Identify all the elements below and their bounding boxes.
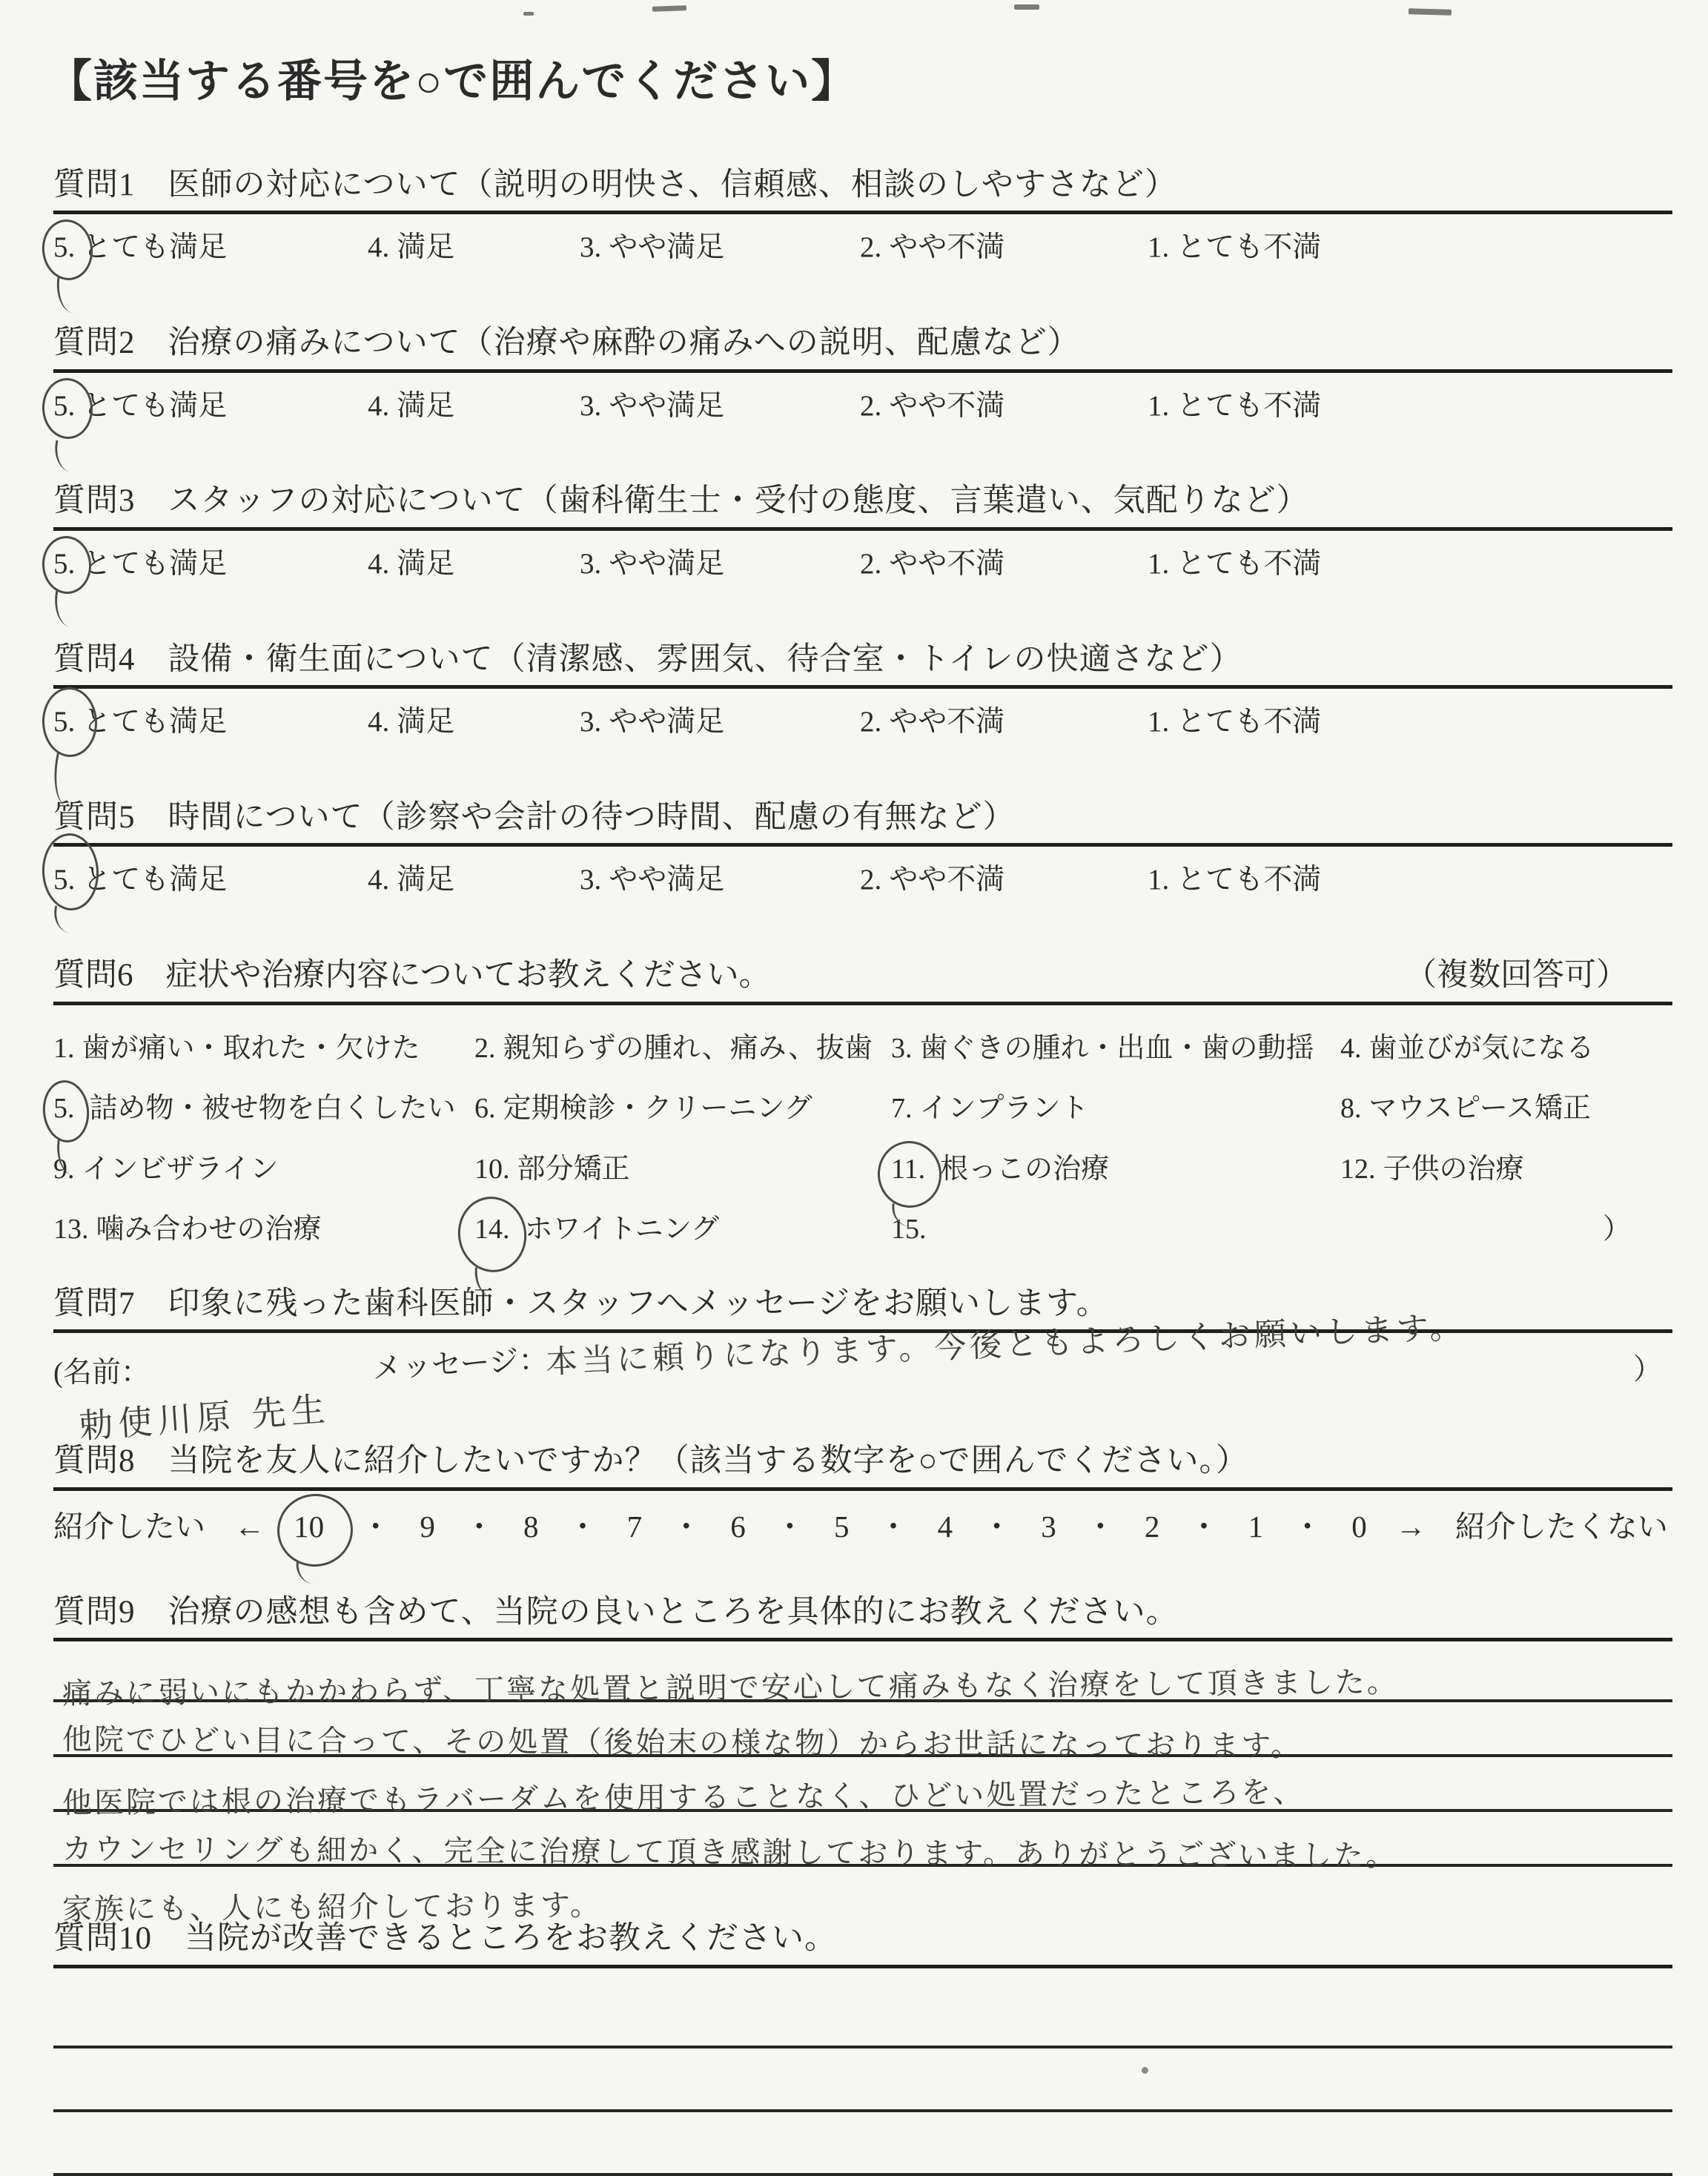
- option-label: 定期検診・クリーニング: [503, 1093, 812, 1125]
- question-block-9: [53, 1594, 1672, 1928]
- symptom-option-5: [53, 1092, 474, 1126]
- symptom-option-8: [1340, 1092, 1672, 1126]
- scale-number-2: 2: [1144, 1509, 1160, 1544]
- option-number: 3.: [580, 231, 602, 264]
- rating-options-row: [53, 863, 1672, 898]
- rating-option-4: [368, 389, 580, 424]
- question-block-8: [53, 1443, 1672, 1545]
- scale-number-8: 8: [523, 1509, 539, 1544]
- option-label: とても満足: [82, 389, 228, 422]
- scale-number-0: 0: [1351, 1509, 1367, 1544]
- option-number: 2.: [860, 547, 882, 580]
- option-label: とても不満: [1176, 389, 1322, 422]
- circled-number: [53, 231, 75, 265]
- dot-separator: ・: [982, 1509, 1013, 1544]
- rating-option-2: [860, 389, 1148, 424]
- question-label: 質問2: [53, 325, 136, 361]
- rating-option-5: [53, 389, 368, 424]
- symptom-options-grid: [53, 1032, 1672, 1247]
- option-label: インプラント: [919, 1093, 1089, 1125]
- option-label: インビザライン: [82, 1153, 279, 1185]
- dot-separator: ・: [774, 1509, 805, 1544]
- dot-separator: ・: [1188, 1509, 1219, 1544]
- option-number: 5.: [53, 864, 76, 896]
- question-block-7: [53, 1286, 1672, 1447]
- circled-number: [53, 705, 75, 740]
- option-label: 詰め物・被せ物を白くしたい: [89, 1093, 456, 1125]
- name-field-label: (名前：: [53, 1357, 150, 1389]
- rating-option-5: [53, 863, 368, 898]
- option-label: やや満足: [609, 547, 725, 580]
- heading-rule: [53, 527, 1672, 531]
- rating-options-row: [53, 547, 1672, 582]
- question-label: 質問5: [53, 799, 136, 835]
- question-title: 当院を友人に紹介したいですか？（該当する数字を○で囲んでください。）: [168, 1443, 1248, 1479]
- question-title: 治療の感想も含めて、当院の良いところを具体的にお教えください。: [168, 1595, 1179, 1630]
- empty-answer-area: [53, 1985, 1672, 2176]
- scale-number-6: 6: [730, 1509, 746, 1544]
- question-8-heading: [53, 1443, 1672, 1479]
- free-answer-area: [53, 1647, 1672, 1928]
- circled-number: [294, 1509, 324, 1545]
- heading-rule: [53, 1002, 1672, 1005]
- option-number: 8.: [1340, 1093, 1362, 1125]
- symptom-option-15: [891, 1213, 1340, 1247]
- symptom-option-6: [474, 1092, 891, 1126]
- option-label: マウスピース矯正: [1368, 1093, 1591, 1125]
- question-label: 質問3: [53, 483, 136, 519]
- dot-separator: ・: [1085, 1509, 1116, 1544]
- rating-option-2: [860, 705, 1148, 740]
- option-label: とても満足: [82, 706, 228, 738]
- option-label: とても満足: [82, 547, 228, 580]
- scan-artifact: [523, 12, 534, 16]
- rating-option-5: [53, 231, 368, 265]
- option-label: とても満足: [82, 231, 228, 264]
- dot-separator: ・: [878, 1509, 909, 1544]
- option-label: 部分矯正: [517, 1153, 630, 1185]
- option-label: やや満足: [609, 231, 725, 264]
- symptom-option-1: [53, 1032, 474, 1066]
- question-block-3: [53, 483, 1672, 581]
- heading-rule: [53, 843, 1672, 847]
- option-label: やや不満: [889, 547, 1005, 580]
- scale-number-9: 9: [420, 1509, 435, 1544]
- option-label: 満足: [397, 231, 455, 264]
- question-title: 治療の痛みについて（治療や麻酔の痛みへの説明、配慮など）: [168, 325, 1080, 361]
- rating-option-3: [580, 231, 860, 265]
- left-arrow-icon: ←: [234, 1509, 265, 1544]
- symptom-option-4: [1340, 1032, 1672, 1066]
- option-number: 4.: [368, 231, 390, 264]
- dot-separator: ・: [360, 1509, 391, 1544]
- rating-option-5: [53, 705, 368, 740]
- recommendation-scale: [53, 1509, 1672, 1545]
- rating-option-3: [580, 547, 860, 582]
- question-block-6: [53, 957, 1672, 1247]
- question-label: 質問10: [53, 1921, 152, 1957]
- scale-number-7: 7: [626, 1509, 643, 1544]
- option-label: やや満足: [609, 389, 725, 422]
- option-label: 満足: [397, 706, 455, 738]
- circled-number: [891, 1153, 933, 1187]
- symptom-option-13: [53, 1213, 474, 1247]
- question-2-heading: [53, 325, 1672, 361]
- option-number: 11.: [891, 1153, 926, 1185]
- question-label: 質問9: [53, 1595, 136, 1630]
- question-block-2: [53, 325, 1672, 423]
- rating-option-4: [368, 231, 580, 265]
- option-number: 5.: [53, 389, 76, 422]
- option-number: 5.: [53, 1093, 75, 1125]
- rating-option-4: [368, 547, 580, 582]
- ruled-answer-line: [53, 1702, 1672, 1764]
- rating-option-2: [860, 547, 1148, 582]
- circled-number: [53, 547, 75, 582]
- option-label: やや満足: [609, 864, 725, 896]
- option-number: 10.: [474, 1153, 510, 1185]
- heading-rule: [53, 1638, 1672, 1641]
- option-number: 2.: [860, 864, 882, 896]
- question-title: 医師の対応について（説明の明快さ、信頼感、相談のしやすさなど）: [168, 168, 1177, 202]
- circled-number: [474, 1213, 517, 1247]
- question-title: 時間について（診察や会計の待つ時間、配慮の有無など）: [168, 799, 1016, 835]
- question-title: スタッフの対応について（歯科衛生士・受付の態度、言葉遣い、気配りなど）: [168, 483, 1309, 519]
- option-number: 4.: [368, 547, 390, 580]
- handwritten-answer: 家族にも、人にも紹介しております。: [62, 1888, 603, 1928]
- option-number: 12.: [1340, 1153, 1376, 1185]
- option-number: 13.: [53, 1214, 89, 1246]
- symptom-option-12: [1340, 1153, 1672, 1187]
- option-number: 3.: [580, 547, 602, 580]
- ruled-answer-line: [53, 1812, 1672, 1874]
- option-number: 4.: [368, 706, 390, 738]
- option-label: やや不満: [889, 231, 1005, 264]
- question-block-10: [53, 1920, 1672, 2175]
- rating-options-row: [53, 705, 1672, 740]
- dot-separator: ・: [1292, 1509, 1323, 1544]
- scan-artifact: [1142, 2067, 1148, 2074]
- option-label: とても満足: [82, 864, 228, 896]
- heading-rule: [53, 1965, 1672, 1968]
- option-number: 3.: [580, 706, 602, 738]
- question-4-heading: [53, 641, 1672, 678]
- handwritten-doctor-name: 勅使川原 先生: [77, 1389, 332, 1447]
- rating-option-1: [1148, 547, 1321, 582]
- option-label: やや不満: [889, 864, 1005, 896]
- rating-option-1: [1148, 705, 1321, 740]
- rating-option-1: [1148, 389, 1321, 424]
- ruled-answer-line: [53, 2048, 1672, 2112]
- question-label: 質問8: [53, 1443, 136, 1479]
- option-label: 歯が痛い・取れた・欠けた: [82, 1032, 420, 1064]
- scale-left-label: 紹介したい: [53, 1509, 205, 1544]
- handwritten-answer: 他院でひどい目に合って、その処置（後始末の様な物）からお世話になっております。: [62, 1723, 1303, 1764]
- scale-right-label: 紹介したくない: [1454, 1509, 1668, 1544]
- multiple-answers-note: （複数回答可）: [1405, 958, 1628, 993]
- option-label: 満足: [397, 547, 455, 580]
- heading-rule: [53, 1487, 1672, 1491]
- circled-number: [53, 863, 75, 898]
- scan-artifact: [1409, 8, 1452, 16]
- close-paren: ）: [1632, 1354, 1662, 1386]
- rating-options-row: [53, 231, 1672, 265]
- option-number: 7.: [891, 1093, 913, 1125]
- option-number: 9.: [53, 1153, 75, 1185]
- option-label: やや満足: [609, 706, 725, 738]
- question-label: 質問4: [53, 641, 136, 677]
- symptom-option-14: [474, 1213, 891, 1247]
- option-number: 4.: [1340, 1032, 1362, 1064]
- symptom-option-10: [474, 1153, 891, 1187]
- option-label: とても不満: [1176, 547, 1322, 580]
- survey-title: 【該当する番号を○で囲んでください】: [47, 57, 858, 106]
- ruled-answer-line: [53, 1757, 1672, 1821]
- other-option-close-paren: ）: [1602, 1214, 1631, 1246]
- ruled-answer-line: [53, 2112, 1672, 2176]
- question-title: 当院が改善できるところをお教えください。: [185, 1921, 837, 1957]
- scale-number-10: 10: [294, 1509, 325, 1544]
- option-label: とても不満: [1176, 864, 1322, 896]
- option-label: 子供の治療: [1383, 1153, 1524, 1185]
- question-block-5: [53, 799, 1672, 898]
- circled-number: [53, 1092, 82, 1126]
- handwritten-answer: 痛みに弱いにもかかわらず、丁寧な処置と説明で安心して痛みもなく治療をして頂きました。: [62, 1665, 1400, 1712]
- rating-option-2: [860, 231, 1148, 265]
- rating-options-row: [53, 389, 1672, 424]
- dot-separator: ・: [671, 1509, 702, 1544]
- option-number: 1.: [1148, 231, 1170, 264]
- option-number: 3.: [580, 864, 602, 896]
- symptom-option-9: [53, 1153, 474, 1187]
- handwritten-message: 本当に頼りになります。今後ともよろしくお願いします。: [545, 1309, 1466, 1382]
- option-number: 4.: [368, 864, 390, 896]
- scan-artifact: [1014, 4, 1039, 10]
- option-number: 15.: [891, 1214, 927, 1246]
- option-label: 歯並びが気になる: [1368, 1032, 1595, 1064]
- question-title: 設備・衛生面について（清潔感、雰囲気、待合室・トイレの快適さなど）: [168, 641, 1242, 677]
- dot-separator: ・: [567, 1509, 598, 1544]
- ruled-answer-line: [53, 1985, 1672, 2048]
- heading-rule: [53, 211, 1672, 214]
- option-label: やや不満: [889, 389, 1005, 422]
- rating-option-3: [580, 863, 860, 898]
- handwritten-answer: 他医院では根の治療でもラバーダムを使用することなく、ひどい処置だったところを、: [62, 1776, 1305, 1821]
- message-answer-row: [53, 1309, 1672, 1447]
- option-number: 3.: [891, 1032, 913, 1064]
- question-5-heading: [53, 799, 1672, 836]
- handwritten-answer: カウンセリングも細かく、完全に治療して頂き感謝しております。ありがとうございました。: [62, 1832, 1398, 1874]
- rating-option-3: [580, 389, 860, 424]
- scale-number-1: 1: [1248, 1509, 1264, 1544]
- rating-option-4: [368, 705, 580, 740]
- rating-option-4: [368, 863, 580, 898]
- symptom-option-7: [891, 1092, 1340, 1126]
- rating-option-2: [860, 863, 1148, 898]
- option-number: 2.: [860, 706, 882, 738]
- option-label: 満足: [397, 389, 455, 422]
- question-title: 印象に残った歯科医師・スタッフへメッセージをお願いします。: [168, 1286, 1109, 1321]
- symptom-option-11: [891, 1153, 1340, 1187]
- scale-number-5: 5: [833, 1509, 850, 1544]
- rating-option-1: [1148, 863, 1321, 898]
- symptom-option-2: [474, 1032, 891, 1066]
- option-label: やや不満: [889, 706, 1005, 738]
- dot-separator: ・: [463, 1509, 494, 1544]
- option-label: 歯ぐきの腫れ・出血・歯の動揺: [919, 1032, 1314, 1064]
- option-number: 14.: [474, 1214, 510, 1246]
- option-label: とても不満: [1176, 706, 1322, 738]
- question-label: 質問1: [53, 168, 136, 202]
- option-number: 1.: [1148, 547, 1170, 580]
- scale-number-3: 3: [1041, 1509, 1056, 1544]
- question-3-heading: [53, 483, 1672, 519]
- question-1-heading: [53, 167, 1672, 203]
- rating-option-1: [1148, 231, 1321, 265]
- question-block-1: [53, 167, 1672, 265]
- ruled-answer-line: [53, 1647, 1672, 1712]
- answer-line: [53, 1867, 1672, 1928]
- option-label: とても不満: [1176, 231, 1322, 264]
- option-number: 2.: [860, 389, 882, 422]
- heading-rule: [53, 369, 1672, 373]
- option-number: 5.: [53, 547, 76, 580]
- scan-artifact: [652, 5, 686, 12]
- option-number: 2.: [860, 231, 882, 264]
- question-block-4: [53, 641, 1672, 740]
- scale-number-4: 4: [937, 1509, 953, 1544]
- heading-rule: [53, 685, 1672, 689]
- symptom-option-3: [891, 1032, 1340, 1066]
- option-label: 噛み合わせの治療: [96, 1214, 322, 1246]
- option-number: 1.: [1148, 864, 1170, 896]
- option-number: 3.: [580, 389, 602, 422]
- option-label: ホワイトニング: [524, 1214, 720, 1246]
- option-number: 1.: [1148, 389, 1170, 422]
- option-label: 親知らずの腫れ、痛み、抜歯: [503, 1032, 873, 1064]
- question-9-heading: [53, 1594, 1672, 1630]
- option-number: 5.: [53, 231, 76, 264]
- question-label: 質問7: [53, 1286, 136, 1321]
- circled-number: [53, 389, 75, 424]
- question-label: 質問6: [53, 958, 133, 993]
- option-number: 5.: [53, 706, 76, 738]
- rating-option-5: [53, 547, 368, 582]
- option-number: 1.: [1148, 706, 1170, 738]
- option-number: 6.: [474, 1093, 496, 1125]
- option-label: 根っこの治療: [940, 1153, 1110, 1185]
- option-label: 満足: [397, 864, 455, 896]
- option-number: 2.: [474, 1032, 496, 1064]
- right-arrow-icon: →: [1395, 1509, 1426, 1544]
- question-6-heading-left: [53, 957, 771, 993]
- rating-option-3: [580, 705, 860, 740]
- option-number: 1.: [53, 1032, 75, 1064]
- option-number: 4.: [368, 389, 390, 422]
- question-title: 症状や治療内容についてお教えください。: [165, 958, 771, 993]
- message-field-label: メッセージ：: [371, 1343, 549, 1386]
- question-6-heading: [53, 957, 1672, 993]
